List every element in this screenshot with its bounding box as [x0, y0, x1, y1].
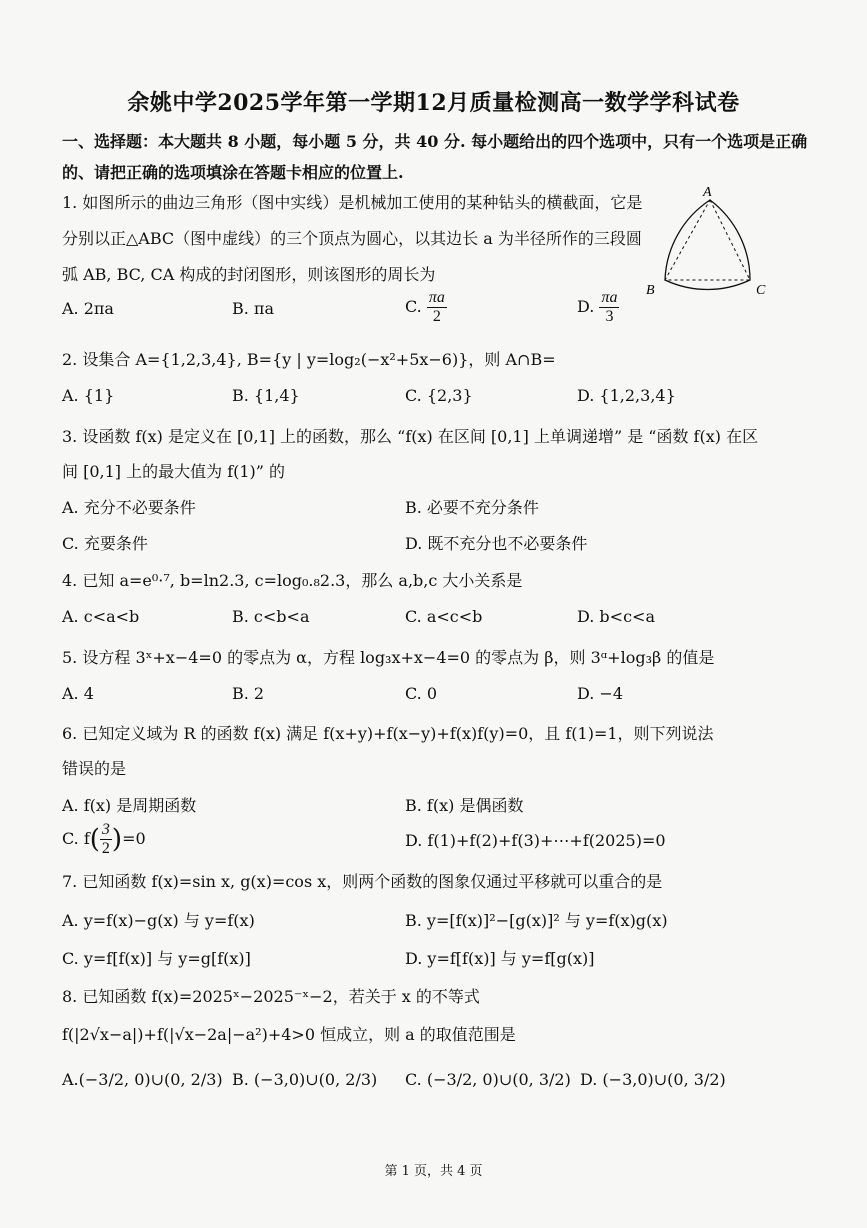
q6-option-c: C. f( $\frac{3}{2}$ )=0 — [62, 821, 146, 857]
q5-option-c: C. 0 — [405, 684, 438, 703]
q4-option-c: C. a<c<b — [405, 607, 483, 626]
q1-option-b: B. πa — [232, 299, 274, 318]
q8-option-d: D. (−3,0)∪(0, 3/2) — [580, 1070, 726, 1089]
q6-option-c-denominator: 2 — [101, 840, 110, 857]
q1-line-3: 弧 AB, BC, CA 构成的封闭图形，则该图形的周长为 — [62, 265, 436, 284]
q5-option-d: D. −4 — [577, 684, 624, 703]
q1-option-d-denominator: 3 — [605, 308, 614, 325]
q1-option-c-denominator: 2 — [432, 308, 441, 325]
q2-stem: 2. 设集合 A={1,2,3,4}, B={y | y=log₂(−x²+5x−6)}，则 A∩B= — [62, 350, 556, 369]
q1-option-d-label: D. — [577, 297, 595, 316]
page-title: 余姚中学2025学年第一学期12月质量检测高一数学学科试卷 — [127, 90, 740, 116]
q7-stem: 7. 已知函数 f(x)=sin x, g(x)=cos x，则两个函数的图象仅通过平移就可以重合的是 — [62, 872, 663, 891]
q6-option-b: B. f(x) 是偶函数 — [405, 796, 524, 815]
q2-option-c: C. {2,3} — [405, 386, 473, 405]
q7-option-d: D. y=f[f(x)] 与 y=f[g(x)] — [405, 949, 595, 968]
q1-option-c-numerator: πa — [428, 289, 445, 306]
q6-option-c-prefix: C. f — [62, 829, 90, 848]
q7-option-a: A. y=f(x)−g(x) 与 y=f(x) — [62, 911, 255, 930]
q1-option-a: A. 2πa — [62, 299, 114, 318]
q2-option-b: B. {1,4} — [232, 386, 300, 405]
q4-option-d: D. b<c<a — [577, 607, 655, 626]
q1-line-2: 分别以正△ABC（图中虚线）的三个顶点为圆心，以其边长 a 为半径所作的三段圆 — [62, 229, 642, 248]
q3-option-b: B. 必要不充分条件 — [405, 498, 539, 517]
q7-option-b: B. y=[f(x)]²−[g(x)]² 与 y=f(x)g(x) — [405, 911, 668, 930]
q1-line-1: 1. 如图所示的曲边三角形（图中实线）是机械加工使用的某种钻头的横截面，它是 — [62, 193, 643, 212]
q1-option-d-fraction — [599, 289, 619, 326]
q8-line-2: f(|2√x−a|)+f(|√x−2a|−a²)+4>0 恒成立，则 a 的取值范围是 — [62, 1025, 516, 1044]
q6-line-2: 错误的是 — [62, 759, 127, 778]
q3-line-2: 间 [0,1] 上的最大值为 f(1)” 的 — [62, 462, 286, 481]
q6-option-c-suffix: =0 — [122, 829, 146, 848]
q8-option-c: C. (−3/2, 0)∪(0, 3/2) — [405, 1070, 571, 1089]
vertex-label-b: B — [646, 283, 655, 298]
q8-line-1: 8. 已知函数 f(x)=2025ˣ−2025⁻ˣ−2，若关于 x 的不等式 — [62, 987, 480, 1006]
q8-option-b: B. (−3,0)∪(0, 2/3) — [232, 1070, 378, 1089]
q3-option-d: D. 既不充分也不必要条件 — [405, 534, 588, 553]
q1-option-c — [405, 289, 447, 326]
q1-option-c-label: C. — [405, 297, 422, 316]
q3-line-1: 3. 设函数 f(x) 是定义在 [0,1] 上的函数，那么 “f(x) 在区间 [0,1] 上单调递增” 是 “函数 f(x) 在区 — [62, 427, 759, 446]
q6-line-1: 6. 已知定义域为 R 的函数 f(x) 满足 f(x+y)+f(x−y)+f(x)f(y)=0，且 f(1)=1，则下列说法 — [62, 724, 714, 743]
q1-option-d-numerator: πa — [601, 289, 618, 306]
q5-option-b: B. 2 — [232, 684, 265, 703]
q5-stem: 5. 设方程 3ˣ+x−4=0 的零点为 α，方程 log₃x+x−4=0 的零点为 β，则 3ᵅ+log₃β 的值是 — [62, 648, 715, 667]
curved-triangle-outline — [665, 200, 750, 289]
page-footer: 第 1 页，共 4 页 — [384, 1164, 483, 1179]
q2-option-a: A. {1} — [62, 386, 115, 405]
section-heading: 一、选择题：本大题共 8 小题，每小题 5 分，共 40 分. 每小题给出的四个选项中，只有一个选项是正确的、请把正确的选项填涂在答题卡相应的位置上. — [62, 132, 808, 182]
q7-option-c: C. y=f[f(x)] 与 y=g[f(x)] — [62, 949, 251, 968]
equilateral-triangle-dashed — [665, 200, 750, 280]
q8-option-a: A.(−3/2, 0)∪(0, 2/3) — [62, 1070, 223, 1089]
q4-option-a: A. c<a<b — [62, 607, 140, 626]
q3-option-a: A. 充分不必要条件 — [62, 498, 196, 517]
q5-option-a: A. 4 — [62, 684, 94, 703]
q6-option-c-numerator: 3 — [101, 821, 110, 838]
q1-option-c-fraction — [427, 289, 447, 326]
q2-option-d: D. {1,2,3,4} — [577, 386, 676, 405]
q6-option-c-fraction — [100, 821, 112, 858]
q6-option-d: D. f(1)+f(2)+f(3)+⋯+f(2025)=0 — [405, 831, 666, 850]
q3-option-c: C. 充要条件 — [62, 534, 148, 553]
vertex-label-a: A — [703, 185, 712, 200]
q6-option-a: A. f(x) 是周期函数 — [62, 796, 197, 815]
q1-option-d — [577, 289, 619, 326]
q4-stem: 4. 已知 a=e⁰·⁷, b=ln2.3, c=log₀.₈2.3，那么 a,b,c 大小关系是 — [62, 571, 523, 590]
vertex-label-c: C — [756, 283, 766, 298]
reuleaux-triangle-figure — [640, 180, 790, 300]
q4-option-b: B. c<b<a — [232, 607, 310, 626]
